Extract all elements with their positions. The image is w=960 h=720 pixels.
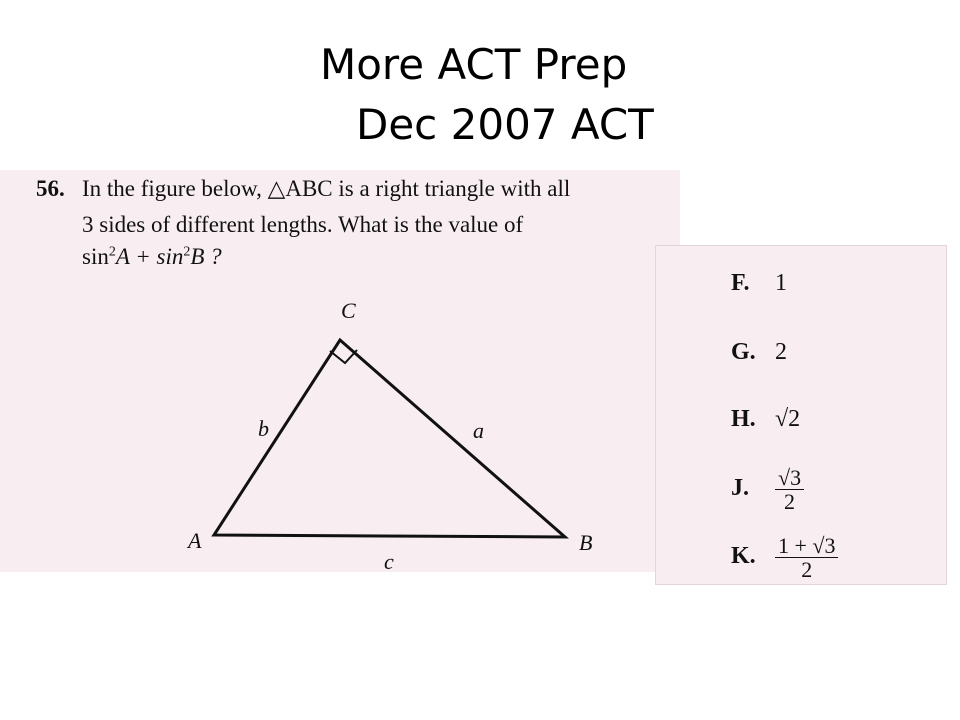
choice-value: 2	[775, 339, 787, 365]
choice-letter: J.	[731, 475, 749, 502]
choice-h	[731, 406, 800, 433]
choice-letter: H.	[731, 406, 756, 432]
fraction-denominator: 2	[784, 489, 796, 515]
sin-text: sin	[82, 244, 109, 269]
vertex-label-a: A	[188, 528, 202, 553]
answer-choices-panel	[655, 245, 947, 585]
choice-value: 1	[775, 270, 787, 296]
side-label-c: c	[384, 549, 394, 572]
choice-g	[731, 339, 787, 366]
fraction	[775, 534, 838, 581]
question-number: 56.	[36, 176, 65, 201]
choice-f	[731, 270, 787, 297]
expression-mid: A + sin	[115, 244, 184, 269]
choice-value: √2	[775, 406, 801, 432]
slide-title-line1: More ACT Prep	[320, 40, 628, 89]
fraction	[775, 466, 804, 513]
vertex-label-b: B	[579, 530, 593, 555]
choice-letter: K.	[731, 543, 756, 570]
question-panel	[0, 170, 680, 572]
slide-title-line2: Dec 2007 ACT	[356, 100, 654, 149]
expression-end: B ?	[190, 244, 222, 269]
vertex-label-c: C	[341, 298, 356, 323]
exponent: 2	[108, 244, 116, 260]
fraction-numerator: √3	[775, 466, 804, 490]
side-label-b: b	[258, 416, 269, 441]
fraction-denominator: 2	[801, 557, 813, 583]
exponent: 2	[183, 244, 191, 260]
choice-letter: G.	[731, 339, 756, 365]
side-label-a: a	[473, 418, 484, 443]
question-text-line1: In the figure below, △ABC is a right triangle with all	[82, 176, 571, 201]
fraction-numerator: 1 + √3	[775, 534, 838, 558]
choice-letter: F.	[731, 270, 750, 296]
triangle-figure	[0, 170, 680, 572]
choice-j	[731, 466, 804, 513]
choice-k	[731, 534, 838, 581]
question-text-line2: 3 sides of different lengths. What is the value of	[82, 212, 524, 237]
